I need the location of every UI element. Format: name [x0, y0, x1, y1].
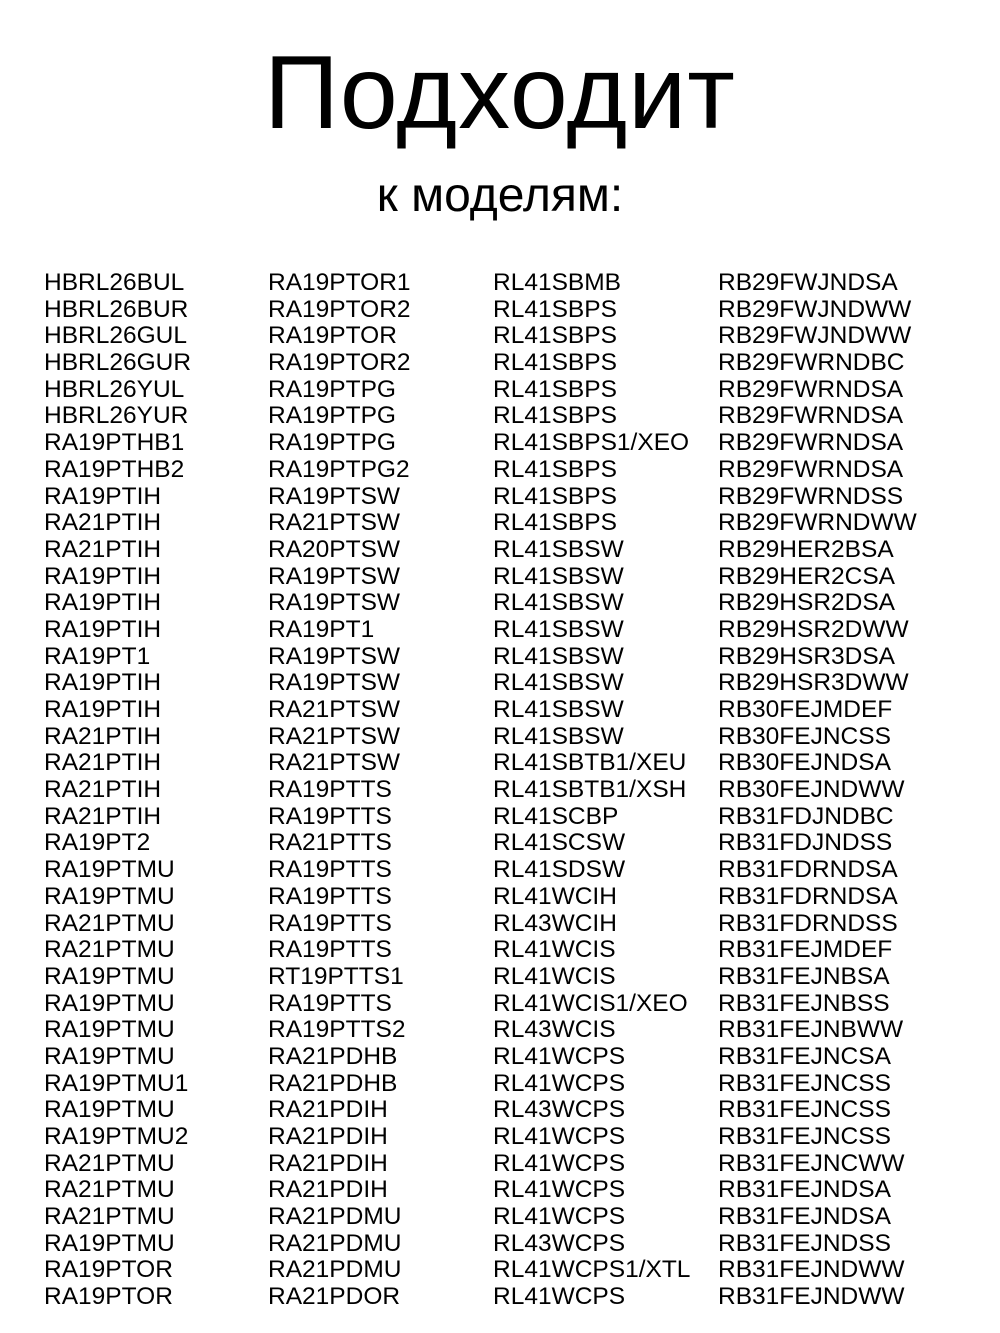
model-item: RA19PT1: [268, 615, 375, 643]
model-item: RA19PTOR2: [268, 349, 411, 377]
model-item: RL41SBSW: [493, 615, 624, 643]
model-item: RB29FWRNDSA: [718, 429, 904, 457]
model-item: HBRL26GUR: [44, 349, 192, 377]
model-item: RL41WCPS: [493, 1042, 626, 1070]
model-item: RA19PTHB2: [44, 455, 185, 483]
model-item: RA19PTIH: [44, 482, 162, 510]
model-item: RL41WCIS: [493, 962, 616, 990]
model-item: RA21PTSW: [268, 696, 401, 723]
model-item: RA19PTSW: [268, 562, 401, 590]
model-item: RA19PTMU: [44, 856, 175, 884]
model-item: RB31FDRNDSA: [718, 856, 898, 884]
model-item: RL41SBTB1/XSH: [493, 776, 687, 804]
model-item: RL41SBPS: [493, 402, 617, 430]
model-item: RB31FEJMDEF: [718, 936, 893, 964]
model-item: RL41SBPS: [493, 455, 617, 483]
model-item: RA21PTSW: [268, 722, 401, 750]
model-item: RA19PT2: [44, 829, 151, 857]
model-item: RA19PTIH: [44, 669, 162, 697]
model-item: RB31FEJNCWW: [718, 1149, 905, 1177]
model-item: RA21PTMU: [44, 1203, 175, 1231]
model-item: RL41WCPS1/XTL: [493, 1256, 691, 1284]
model-item: RA21PDMU: [268, 1203, 402, 1231]
model-item: RA21PTMU: [44, 936, 175, 964]
model-item: RA19PTMU: [44, 1096, 175, 1124]
model-item: RA19PTIH: [44, 615, 162, 643]
model-item: RA19PTPG: [268, 402, 396, 430]
model-item: RA19PTOR: [44, 1283, 173, 1311]
model-item: RA21PTIH: [44, 776, 162, 804]
model-column-1: [44, 270, 191, 1311]
model-item: HBRL26BUL: [44, 269, 185, 296]
model-item: RA19PTIH: [44, 562, 162, 590]
model-item: RA19PTPG: [268, 429, 396, 457]
model-item: RB29HER2CSA: [718, 562, 896, 590]
model-column-4: [718, 270, 917, 1311]
model-item: RB29FWJNDWW: [718, 322, 912, 350]
model-item: RB30FEJNCSS: [718, 722, 891, 750]
model-item: RA21PDIH: [268, 1123, 388, 1150]
model-item: RL41SBPS: [493, 322, 617, 350]
model-item: RA19PTOR: [268, 322, 397, 350]
model-item: RL43WCIH: [493, 909, 617, 937]
model-item: RA21PDIH: [268, 1096, 388, 1124]
model-item: RL41SBPS1/XEO: [493, 429, 690, 457]
model-list: [0, 270, 1000, 1330]
model-item: RL41WCIS: [493, 936, 616, 964]
model-item: RL41WCPS: [493, 1203, 626, 1231]
model-item: RA19PTHB1: [44, 429, 185, 457]
model-item: RA19PTMU: [44, 1042, 175, 1070]
model-item: HBRL26YUL: [44, 375, 185, 403]
model-item: RB29FWRNDSA: [718, 375, 904, 403]
model-item: RL41SBSW: [493, 642, 624, 670]
model-item: RB29HSR3DWW: [718, 669, 909, 697]
model-item: RA19PTOR1: [268, 269, 411, 296]
model-item: HBRL26YUR: [44, 402, 189, 430]
model-item: RL43WCIS: [493, 1016, 616, 1044]
model-item: RB29FWJNDWW: [718, 295, 912, 323]
model-item: RA19PTTS: [268, 776, 392, 804]
model-item: RA19PTPG: [268, 375, 396, 403]
model-item: RL41WCPS: [493, 1123, 626, 1150]
model-item: RA19PTTS: [268, 989, 392, 1017]
model-item: RL41SBPS: [493, 295, 617, 323]
model-item: RA19PTSW: [268, 589, 401, 617]
model-item: RL43WCPS: [493, 1096, 626, 1124]
model-item: HBRL26BUR: [44, 295, 189, 323]
model-item: RA19PTMU: [44, 1229, 175, 1257]
model-item: RL41SBPS: [493, 349, 617, 377]
model-item: RA19PTPG2: [268, 455, 410, 483]
model-item: RA19PTSW: [268, 669, 401, 697]
model-item: RT19PTTS1: [268, 962, 404, 990]
model-item: RL41WCPS: [493, 1069, 626, 1097]
model-item: RB31FDJNDSS: [718, 829, 893, 857]
model-item: RL41SBSW: [493, 722, 624, 750]
model-item: RA19PT1: [44, 642, 151, 670]
model-item: RA19PTMU: [44, 962, 175, 990]
model-item: RA19PTTS: [268, 909, 392, 937]
model-item: RL41SCSW: [493, 829, 626, 857]
model-column-3: [493, 270, 690, 1311]
model-item: RB31FEJNCSS: [718, 1123, 891, 1150]
model-item: RL41SBSW: [493, 696, 624, 723]
model-item: RL41WCIH: [493, 882, 617, 910]
model-item: RB31FEJNDWW: [718, 1283, 905, 1311]
model-item: RA21PTMU: [44, 1176, 175, 1204]
model-item: RB31FEJNCSA: [718, 1042, 891, 1070]
model-item: RB29FWRNDWW: [718, 509, 917, 537]
model-item: RA19PTTS: [268, 802, 392, 830]
model-item: RB29HER2BSA: [718, 535, 894, 563]
model-item: RA19PTIH: [44, 696, 162, 723]
model-item: RA19PTSW: [268, 482, 401, 510]
model-item: RL41SCBP: [493, 802, 619, 830]
model-item: RB29HSR2DSA: [718, 589, 896, 617]
model-item: RL41SBPS: [493, 509, 617, 537]
model-item: RA19PTOR: [44, 1256, 173, 1284]
model-item: RB31FDRNDSS: [718, 909, 898, 937]
model-item: HBRL26GUL: [44, 322, 187, 350]
model-item: RA21PTSW: [268, 749, 401, 777]
model-item: RL41SBPS: [493, 375, 617, 403]
model-item: RL41WCIS1/XEO: [493, 989, 688, 1017]
model-item: RA21PTIH: [44, 722, 162, 750]
model-item: RA19PTIH: [44, 589, 162, 617]
model-item: RL41WCPS: [493, 1176, 626, 1204]
model-item: RB29FWRNDBC: [718, 349, 905, 377]
model-item: RA21PDMU: [268, 1229, 402, 1257]
model-item: RB31FEJNDSA: [718, 1176, 891, 1204]
model-item: RA19PTMU: [44, 989, 175, 1017]
model-item: RA21PTMU: [44, 1149, 175, 1177]
model-item: RA19PTTS: [268, 936, 392, 964]
model-item: RA19PTTS: [268, 882, 392, 910]
model-item: RL43WCPS: [493, 1229, 626, 1257]
model-item: RB31FEJNDWW: [718, 1256, 905, 1284]
model-item: RB31FEJNDSS: [718, 1229, 891, 1257]
model-item: RA21PTIH: [44, 535, 162, 563]
model-item: RA20PTSW: [268, 535, 401, 563]
model-item: RB29FWJNDSA: [718, 269, 898, 296]
model-item: RL41SBTB1/XEU: [493, 749, 687, 777]
model-item: RA21PDOR: [268, 1283, 401, 1311]
model-item: RB31FEJNCSS: [718, 1069, 891, 1097]
model-item: RA19PTTS2: [268, 1016, 406, 1044]
model-item: RA19PTMU1: [44, 1069, 189, 1097]
model-item: RA19PTMU: [44, 882, 175, 910]
model-item: RA19PTOR2: [268, 295, 411, 323]
model-item: RL41SBSW: [493, 589, 624, 617]
model-item: RA21PDMU: [268, 1256, 402, 1284]
model-item: RA19PTSW: [268, 642, 401, 670]
model-item: RA19PTMU2: [44, 1123, 189, 1150]
model-item: RB31FDJNDBC: [718, 802, 894, 830]
model-column-2: [268, 270, 411, 1311]
model-item: RA21PDHB: [268, 1069, 398, 1097]
model-item: RL41WCPS: [493, 1149, 626, 1177]
model-item: RB31FEJNDSA: [718, 1203, 891, 1231]
model-item: RL41SBMB: [493, 269, 622, 296]
model-item: RB29HSR2DWW: [718, 615, 909, 643]
model-item: RB31FEJNBWW: [718, 1016, 904, 1044]
model-item: RA21PDIH: [268, 1149, 388, 1177]
model-item: RB29FWRNDSS: [718, 482, 904, 510]
model-item: RA21PTTS: [268, 829, 392, 857]
model-item: RL41SBPS: [493, 482, 617, 510]
model-item: RB31FEJNBSS: [718, 989, 890, 1017]
model-item: RB30FEJNDWW: [718, 776, 905, 804]
model-item: RB29FWRNDSA: [718, 402, 904, 430]
model-item: RB31FEJNCSS: [718, 1096, 891, 1124]
model-item: RA21PTIH: [44, 509, 162, 537]
model-item: RA21PTIH: [44, 802, 162, 830]
model-item: RB29FWRNDSA: [718, 455, 904, 483]
model-item: RA21PTIH: [44, 749, 162, 777]
model-item: RL41SBSW: [493, 669, 624, 697]
model-item: RB30FEJMDEF: [718, 696, 893, 723]
model-item: RA21PTSW: [268, 509, 401, 537]
model-item: RB30FEJNDSA: [718, 749, 891, 777]
model-item: RA19PTTS: [268, 856, 392, 884]
model-item: RL41SDSW: [493, 856, 626, 884]
model-item: RL41SBSW: [493, 535, 624, 563]
model-item: RL41WCPS: [493, 1283, 626, 1311]
page-subtitle: к моделям:: [376, 169, 624, 222]
model-item: RB29HSR3DSA: [718, 642, 896, 670]
model-item: RA21PDHB: [268, 1042, 398, 1070]
model-item: RA19PTMU: [44, 1016, 175, 1044]
model-item: RB31FDRNDSA: [718, 882, 898, 910]
model-item: RA21PDIH: [268, 1176, 388, 1204]
page-title: Подходит: [264, 35, 736, 151]
model-item: RA21PTMU: [44, 909, 175, 937]
model-item: RL41SBSW: [493, 562, 624, 590]
model-item: RB31FEJNBSA: [718, 962, 890, 990]
